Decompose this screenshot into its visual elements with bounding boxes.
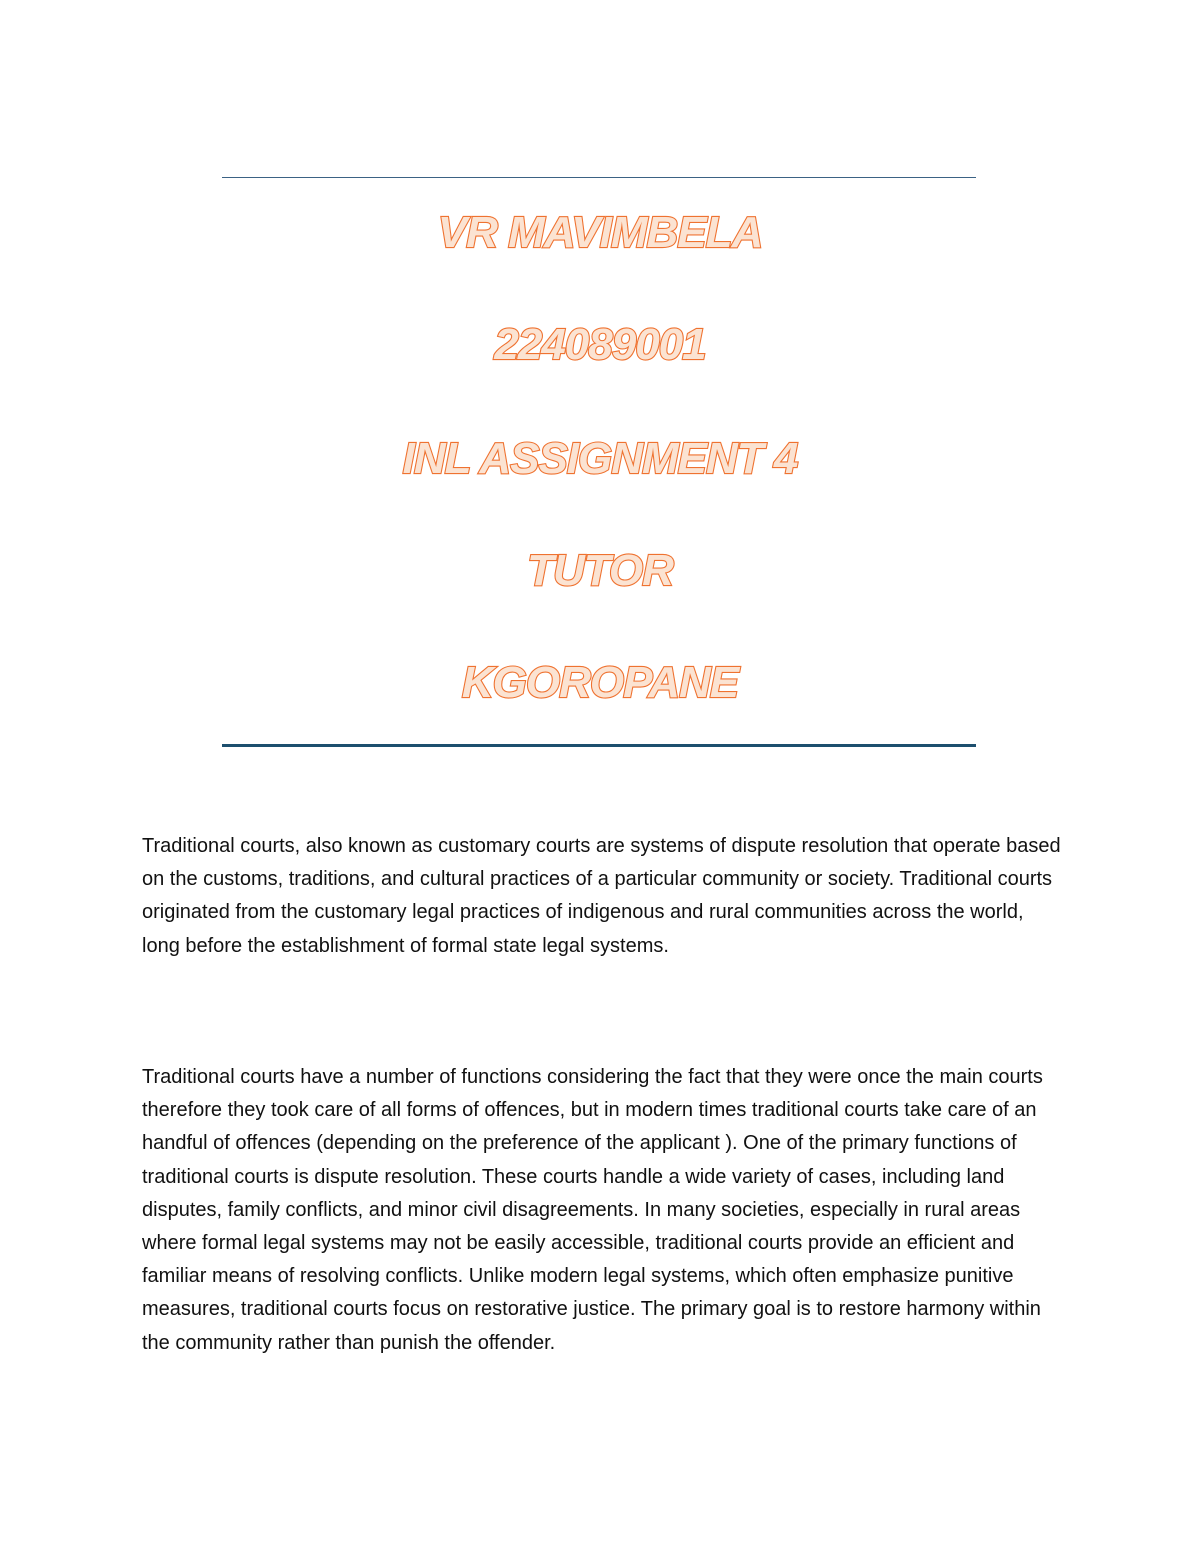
- student-name: VR MAVIMBELA: [437, 208, 763, 257]
- tutor-label: TUTOR: [527, 546, 673, 595]
- tutor-name: KGOROPANE: [461, 658, 739, 707]
- bottom-divider: [222, 744, 976, 747]
- body-paragraph-2: Traditional courts have a number of functions considering the fact that they were once the main courts therefore they took care of all forms of offences, but in modern times traditional courts take care of an handful of offences (depending on the preference of the applicant ). One of the primary functions of traditional courts is dispute resolution. These courts handle a wide variety of cases, including land disputes, family conflicts, and minor civil disagreements. In many societies, especially in rural areas where formal legal systems may not be easily accessible, traditional courts provide an efficient and familiar means of resolving conflicts. Unlike modern legal systems, which often emphasize punitive measures, traditional courts focus on restorative justice. The primary goal is to restore harmony within the community rather than punish the offender.: [142, 1066, 1043, 1354]
- body-paragraph-1: Traditional courts, also known as customary courts are systems of dispute resolution that operate based on the customs, traditions, and cultural practices of a particular community or society. Traditional courts originated from the customary legal practices of indigenous and rural communities across the world, long before the establishment of formal state legal systems.: [142, 835, 1061, 957]
- assignment-title: INL ASSIGNMENT 4: [402, 434, 798, 483]
- top-divider: [222, 177, 976, 178]
- student-number: 224089001: [494, 320, 706, 369]
